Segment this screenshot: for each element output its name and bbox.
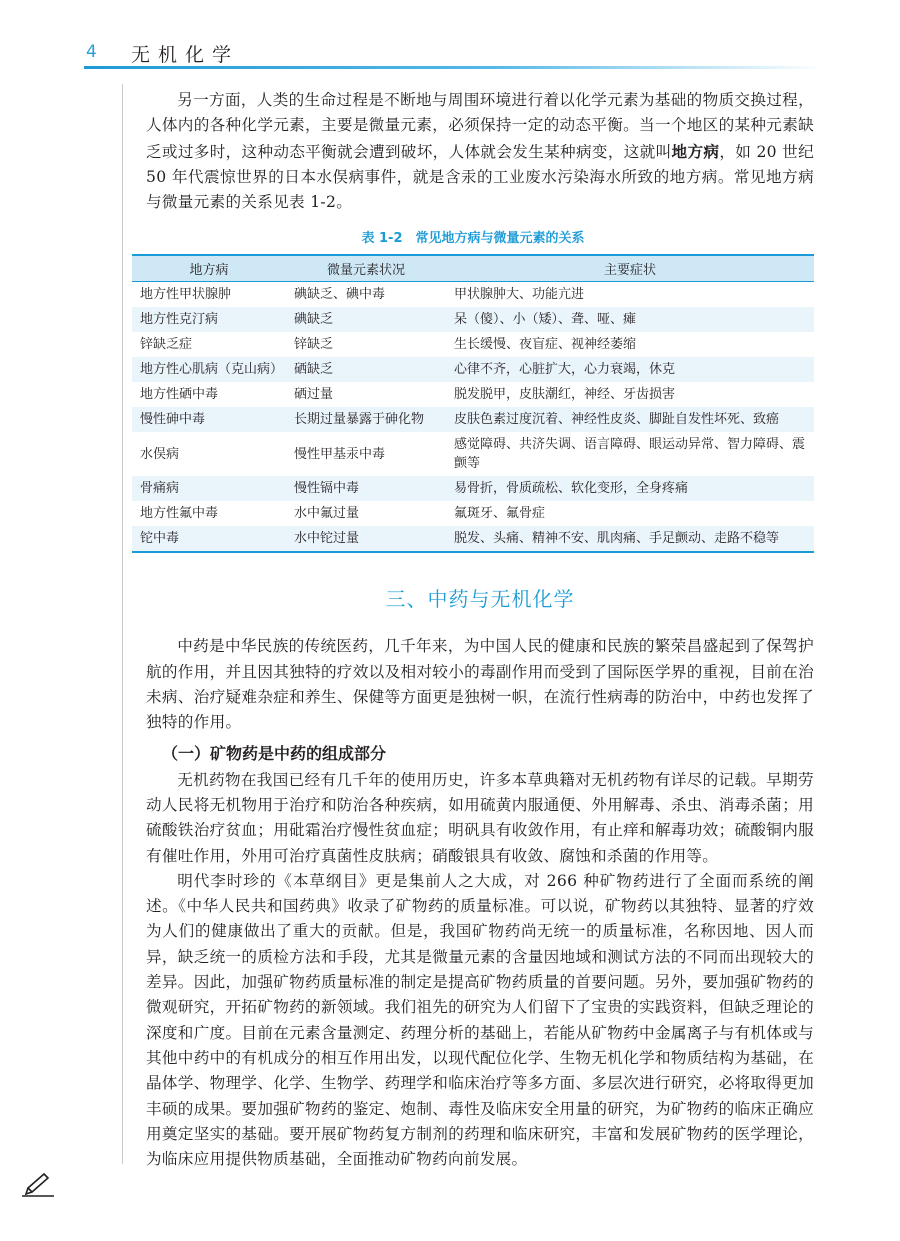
table-body [132, 282, 814, 553]
disease-element-table [132, 254, 814, 553]
table-cell: 皮肤色素过度沉着、神经性皮炎、脚趾自发性坏死、致癌 [446, 407, 814, 432]
table-cell: 碘缺乏 [286, 307, 446, 332]
table-cell: 慢性甲基汞中毒 [294, 446, 386, 462]
table-row [132, 332, 814, 357]
table-row [132, 282, 814, 308]
column-header: 地方病 [132, 255, 286, 282]
section-paragraph: 无机药物在我国已经有几千年的使用历史，许多本草典籍对无机药物有详尽的记载。早期劳动人民将无机物用于治疗和防治各种疾病，如用硫黄内服通便、外用解毒、杀虫、消毒杀菌；用硫酸铁治疗贫血；用砒霜治疗慢性贫血症；明矾具有收敛作用，有止痒和解毒功效；硫酸铜内服有催吐作用，外用可治疗真菌性皮肤病；硝酸银具有收敛、腐蚀和杀菌的作用等。 [146, 770, 814, 865]
book-title: 无机化学 [131, 44, 240, 66]
table-row [132, 307, 814, 332]
table-cell: 地方性氟中毒 [140, 506, 219, 522]
table-cell: 锌缺乏症 [140, 337, 193, 353]
section-title: 三、中药与无机化学 [385, 587, 575, 612]
table-cell: 呆（傻）、小（矮）、聋、哑、瘫 [446, 307, 814, 332]
margin-rule [122, 84, 123, 1164]
table-cell: 地方性硒中毒 [140, 387, 219, 403]
table-cell: 水中氟过量 [294, 506, 360, 522]
table-cell: 慢性镉中毒 [286, 476, 446, 501]
table-cell: 地方性甲状腺肿 [140, 287, 232, 303]
table-row [132, 526, 814, 552]
table-cell: 慢性砷中毒 [132, 407, 286, 432]
section-paragraph: 明代李时珍的《本草纲目》更是集前人之大成，对 266 种矿物药进行了全面而系统的阐述。《中华人民共和国药典》收录了矿物药的质量标准。可以说，矿物药以其独特、显著的疗效为人们的健康做出了重大的贡献。但是，我国矿物药尚无统一的质量标准，名称因地、因人而异，缺乏统一的质检方法和手段，尤其是微量元素的含量因地域和测试方法的不同而出现较大的差异。因此，加强矿物药质量标准的制定是提高矿物药质量的首要问题。另外，要加强矿物药的微观研究，开拓矿物药的新领域。我们祖先的研究为人们留下了宝贵的实践资料，但缺乏理论的深度和广度。目前在元素含量测定、药理分析的基础上，若能从矿物药中金属离子与有机体或与其他中药中的有机成分的相互作用出发，以现代配位化学、生物无机化学和物质结构为基础，在晶体学、物理学、化学、生物学、药理学和临床治疗等多方面、多层次进行研究，必将取得更加丰硕的成果。要加强矿物药的鉴定、炮制、毒性及临床安全用量的研究，为矿物药的临床正确应用奠定坚实的基础。要开展矿物药复方制剂的药理和临床研究，丰富和发展矿物药的医学理论，为临床应用提供物质基础，全面推动矿物药向前发展。 [146, 871, 814, 1169]
intro-bold-term: 地方病 [671, 141, 720, 161]
page-header [0, 0, 900, 72]
table-cell: 脱发脱甲，皮肤潮红，神经、牙齿损害 [454, 387, 676, 403]
subsection-title: （一）矿物药是中药的组成部分 [162, 743, 387, 763]
intro-paragraph [146, 88, 814, 215]
page-number: 4 [86, 42, 97, 62]
table-cell: 长期过量暴露于砷化物 [286, 407, 446, 432]
table-cell: 水俣病 [140, 446, 180, 462]
table-cell: 氟斑牙、氟骨症 [454, 506, 546, 522]
table-cell: 铊中毒 [132, 526, 286, 552]
table-cell: 脱发、头痛、精神不安、肌肉痛、手足颤动、走路不稳等 [446, 526, 814, 552]
table-cell: 生长缓慢、夜盲症、视神经萎缩 [454, 337, 637, 353]
table-cell: 水中铊过量 [286, 526, 446, 552]
table-cell: 心律不齐，心脏扩大，心力衰竭，休克 [446, 357, 814, 382]
table-cell: 感觉障碍、共济失调、语言障碍、眼运动异常、智力障碍、震颤等 [454, 437, 806, 472]
table-row [132, 407, 814, 432]
table-cell: 硒过量 [294, 387, 334, 403]
table-row [132, 501, 814, 526]
table-row [132, 432, 814, 476]
table-cell: 硒缺乏 [286, 357, 446, 382]
table-cell: 易骨折，骨质疏松、软化变形，全身疼痛 [446, 476, 814, 501]
column-header: 微量元素状况 [286, 255, 446, 282]
table-caption: 表 1-2 常见地方病与微量元素的关系 [361, 231, 585, 247]
intro-text-part1: 另一方面，人类的生命过程是不断地与周围环境进行着以化学元素为基础的物质交换过程，人体内的各种化学元素，主要是微量元素，必须保持一定的动态平衡。当一个地区的某种元素缺乏或过多时，这种动态平衡就会遭到破坏，人体就会发生某种病变，这就叫 [146, 91, 814, 161]
table-cell: 地方性克汀病 [132, 307, 286, 332]
section-paragraph: 中药是中华民族的传统医药，几千年来，为中国人民的健康和民族的繁荣昌盛起到了保驾护航的作用，并且因其独特的疗效以及相对较小的毒副作用而受到了国际医学界的重视，目前在治未病、治疗疑难杂症和养生、保健等方面更是独树一帜，在流行性病毒的防治中，中药也发挥了独特的作用。 [146, 637, 814, 732]
page-content [140, 88, 814, 1172]
table-row [132, 476, 814, 501]
column-header: 主要症状 [446, 255, 814, 282]
intro-text-part2: ，如 20 世纪 50 年代震惊世界的日本水俣病事件，就是含汞的工业废水污染海水所致的地方病。常见地方病与微量元素的关系见表 1-2。 [146, 142, 814, 212]
table-header-row [132, 255, 814, 282]
pen-writing-icon [20, 1170, 56, 1198]
table-cell: 甲状腺肿大、功能亢进 [454, 287, 585, 303]
table-cell: 骨痛病 [132, 476, 286, 501]
table-cell: 锌缺乏 [294, 337, 334, 353]
table-cell: 碘缺乏、碘中毒 [294, 287, 386, 303]
table-cell: 地方性心肌病（克山病） [132, 357, 286, 382]
table-row [132, 382, 814, 407]
table-row [132, 357, 814, 382]
header-rule [84, 66, 824, 69]
